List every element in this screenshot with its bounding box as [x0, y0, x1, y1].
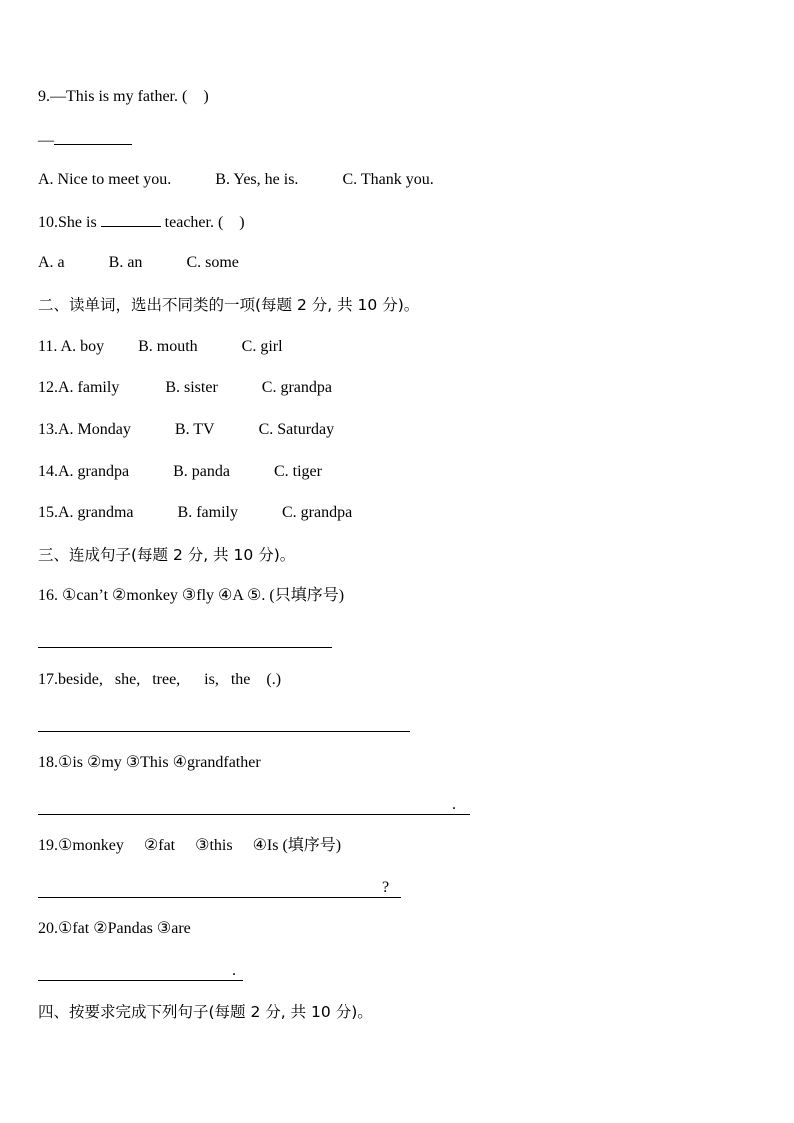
question-14: [38, 462, 322, 482]
question-16: 16. ①can’t ②monkey ③fly ④A ⑤. (只填序号): [38, 587, 345, 604]
reply-dash: —: [38, 132, 54, 149]
section-2-heading: 二、读单词，选出不同类的一项(每题 2 分, 共 10 分)。: [38, 296, 420, 314]
question-13: [38, 420, 334, 440]
option-c: C. girl: [241, 338, 283, 355]
question-17: 17.beside, she, tree, is, the (.): [38, 671, 282, 688]
option-a: A. grandpa: [58, 463, 130, 480]
sentence-end-period: .: [452, 796, 456, 813]
option-c: C. Thank you.: [342, 171, 434, 188]
option-c: C. grandpa: [281, 504, 353, 521]
question-9-stem: 9.—This is my father. ( ): [38, 88, 209, 105]
question-9-reply: [38, 130, 132, 151]
stem-start: 10.She is: [38, 214, 101, 231]
question-20: 20.①fat ②Pandas ③are: [38, 920, 191, 937]
section-4-heading: 四、按要求完成下列句子(每题 2 分, 共 10 分)。: [38, 1003, 373, 1021]
question-12: [38, 378, 332, 398]
option-a: A. a: [38, 254, 65, 271]
sentence-end-period: .: [232, 962, 236, 979]
answer-line-20[interactable]: [38, 960, 243, 981]
answer-line-16[interactable]: [38, 627, 332, 648]
question-15: [38, 503, 352, 523]
option-a: A. grandma: [58, 504, 134, 521]
option-c: C. Saturday: [258, 421, 335, 438]
question-number: 14.: [38, 463, 58, 480]
option-b: B. sister: [165, 379, 218, 396]
option-a: A. Monday: [58, 421, 131, 438]
option-a: A. Nice to meet you.: [38, 171, 172, 188]
option-b: B. an: [108, 254, 143, 271]
option-b: B. TV: [174, 421, 215, 438]
question-11: [38, 337, 283, 357]
section-3-heading: 三、连成句子(每题 2 分, 共 10 分)。: [38, 546, 296, 564]
stem-end: teacher. ( ): [160, 214, 245, 231]
question-9-options: [38, 170, 434, 190]
option-b: B. family: [177, 504, 238, 521]
fill-blank[interactable]: [101, 212, 161, 227]
option-c: C. tiger: [273, 463, 322, 480]
question-number: 15.: [38, 504, 58, 521]
sentence-end-question-mark: ?: [382, 879, 390, 896]
answer-line-17[interactable]: [38, 711, 410, 732]
option-c: C. grandpa: [261, 379, 332, 396]
answer-line-19[interactable]: [38, 877, 401, 898]
question-19: 19.①monkey ②fat ③this ④Is (填序号): [38, 837, 342, 854]
reply-blank[interactable]: [54, 130, 132, 145]
option-a: A. family: [58, 379, 120, 396]
question-number: 12.: [38, 379, 58, 396]
answer-line-18[interactable]: [38, 794, 470, 815]
option-b: B. panda: [173, 463, 230, 480]
option-a: A. boy: [60, 338, 105, 355]
question-10-options: [38, 253, 239, 273]
question-number: 13.: [38, 421, 58, 438]
option-b: B. Yes, he is.: [215, 171, 299, 188]
option-b: B. mouth: [138, 338, 198, 355]
question-number: 11.: [38, 338, 61, 355]
question-18: 18.①is ②my ③This ④grandfather: [38, 754, 261, 771]
option-c: C. some: [186, 254, 239, 271]
question-10-stem: [38, 212, 245, 233]
